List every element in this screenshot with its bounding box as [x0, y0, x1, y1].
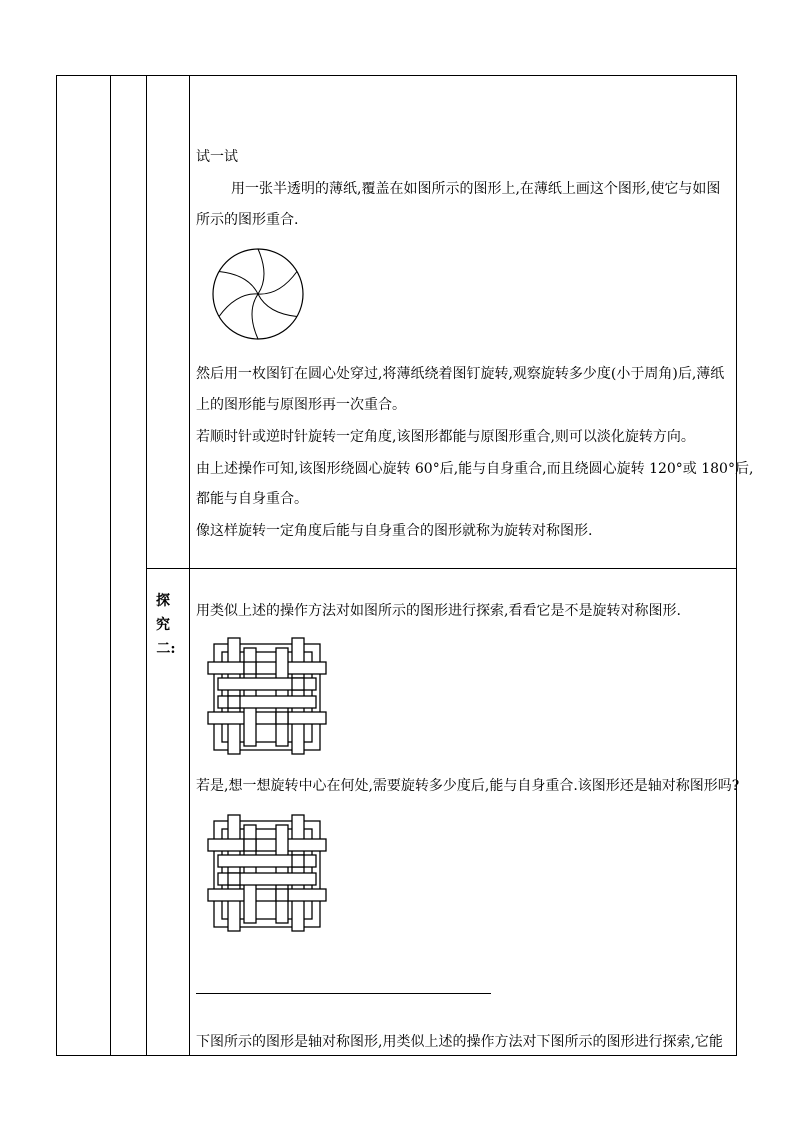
- paragraph-1-line-1: 用一张半透明的薄纸,覆盖在如图所示的图形上,在薄纸上画这个图形,使它与如图: [231, 181, 721, 197]
- rotational-circle-figure: [210, 246, 306, 342]
- table-col-divider-2: [146, 75, 147, 1056]
- table-row-divider: [146, 568, 737, 569]
- section-label-char-3: 二:: [156, 641, 176, 657]
- woven-square-figure-1: [208, 638, 326, 754]
- answer-blank-line: [196, 993, 491, 994]
- table-right-border: [736, 75, 737, 1056]
- paragraph-2-line-1: 然后用一枚图钉在圆心处穿过,将薄纸绕着图钉旋转,观察旋转多少度(小于周角)后,薄纸: [196, 366, 725, 382]
- woven-square-figure-2: [208, 815, 326, 931]
- table-top-border: [56, 75, 737, 76]
- section-label-char-2: 究: [156, 617, 170, 633]
- section-2-last-line: 下图所示的图形是轴对称图形,用类似上述的操作方法对下图所示的图形进行探索,它能: [196, 1034, 723, 1050]
- paragraph-4-line-2: 都能与自身重合。: [196, 491, 308, 507]
- paragraph-4-line-1: 由上述操作可知,该图形绕圆心旋转 60°后,能与自身重合,而且绕圆心旋转 120°或 180°后,: [196, 461, 754, 477]
- section-2-intro: 用类似上述的操作方法对如图所示的图形进行探索,看看它是不是旋转对称图形.: [196, 603, 681, 619]
- paragraph-5: 像这样旋转一定角度后能与自身重合的图形就称为旋转对称图形.: [196, 523, 593, 539]
- heading-try: 试一试: [196, 149, 238, 165]
- section-2-question: 若是,想一想旋转中心在何处,需要旋转多少度后,能与自身重合.该图形还是轴对称图形吗?: [196, 778, 740, 794]
- section-label-char-1: 探: [156, 593, 170, 609]
- table-col-divider-1: [110, 75, 111, 1056]
- table-col-divider-3: [189, 75, 190, 1056]
- paragraph-3: 若顺时针或逆时针旋转一定角度,该图形都能与原图形重合,则可以淡化旋转方向。: [196, 429, 695, 445]
- paragraph-1-line-2: 所示的图形重合.: [196, 212, 299, 228]
- table-left-border: [56, 75, 57, 1056]
- paragraph-2-line-2: 上的图形能与原图形再一次重合。: [196, 397, 406, 413]
- table-bottom-border: [56, 1055, 737, 1056]
